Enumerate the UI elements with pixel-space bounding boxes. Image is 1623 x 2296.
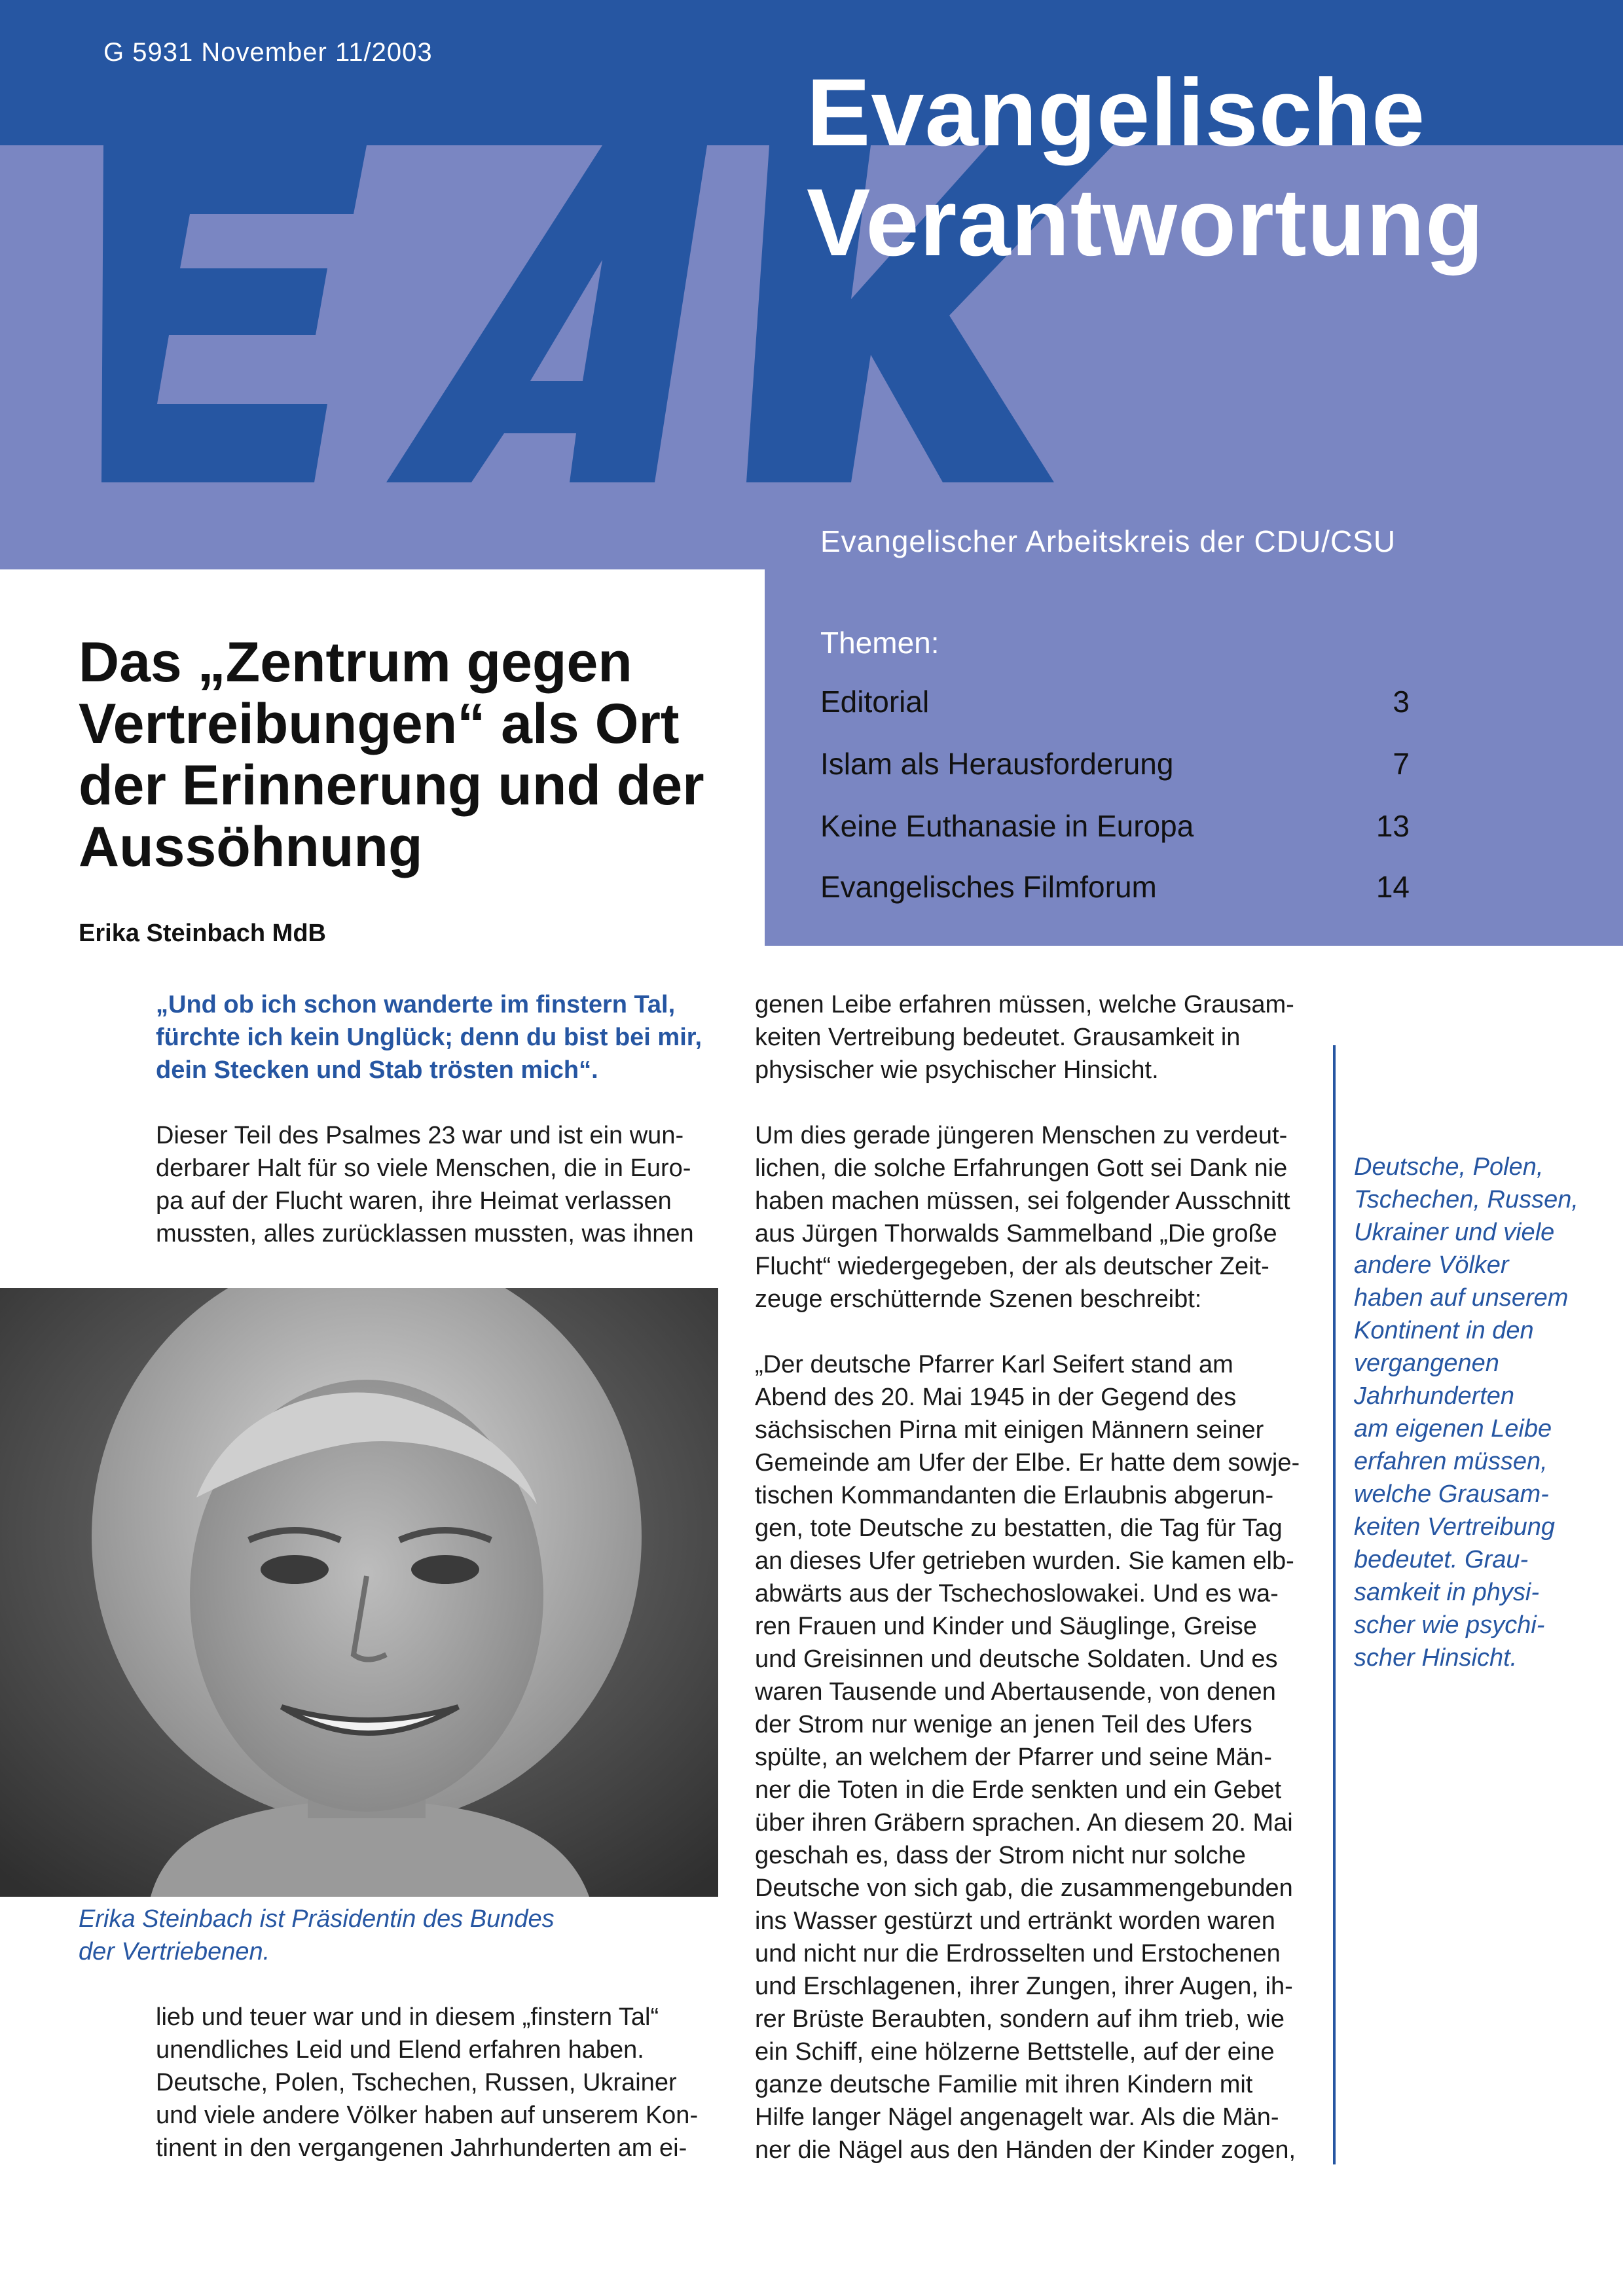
pull-quote-line: keiten Vertreibung bbox=[1354, 1513, 1556, 1541]
text-line: lieb und teuer war und in diesem „finstern Tal“ bbox=[156, 2003, 659, 2031]
text-line: geschah es, dass der Strom nicht nur solche bbox=[755, 1842, 1246, 1869]
headline-line: Aussöhnung bbox=[79, 816, 423, 878]
text-line: Flucht“ wiedergegeben, der als deutscher Zeit- bbox=[755, 1253, 1269, 1280]
pull-quote-line: vergangenen bbox=[1354, 1350, 1499, 1377]
column2-paragraph-2 bbox=[755, 1119, 1290, 1316]
text-line: physischer wie psychischer Hinsicht. bbox=[755, 1056, 1159, 1084]
pull-quote-line: Deutsche, Polen, bbox=[1354, 1153, 1544, 1181]
text-line: und Erschlagenen, ihrer Zungen, ihrer Augen, ih- bbox=[755, 1973, 1293, 2000]
text-line: Abend des 20. Mai 1945 in der Gegend des bbox=[755, 1384, 1237, 1411]
pull-quote-line: andere Völker bbox=[1354, 1251, 1509, 1279]
pull-quote-line: samkeit in physi- bbox=[1354, 1579, 1539, 1606]
text-line: über ihren Gräbern sprachen. An diesem 20. Mai bbox=[755, 1809, 1293, 1837]
text-line: rer Brüste Beraubten, sondern auf ihm trieb, wie bbox=[755, 2005, 1285, 2033]
caption-line: der Vertriebenen. bbox=[79, 1938, 270, 1965]
text-line: tischen Kommandanten die Erlaubnis abgerun- bbox=[755, 1482, 1274, 1509]
text-line: ner die Toten in die Erde senkten und ein Gebet bbox=[755, 1776, 1282, 1804]
pull-quote-line: scher wie psychi- bbox=[1354, 1611, 1545, 1639]
text-line: und Greisinnen und deutsche Soldaten. Und es bbox=[755, 1645, 1278, 1673]
masthead bbox=[0, 0, 1623, 569]
column2-paragraph-1 bbox=[755, 988, 1294, 1086]
text-line: keiten Vertreibung bedeutet. Grausamkeit in bbox=[755, 1024, 1241, 1051]
pull-quote-line: haben auf unserem bbox=[1354, 1284, 1569, 1312]
text-line: pa auf der Flucht waren, ihre Heimat verlassen bbox=[156, 1187, 672, 1215]
quote-line: dein Stecken und Stab trösten mich“. bbox=[156, 1056, 598, 1084]
text-line: zeuge erschütternde Szenen beschreibt: bbox=[755, 1285, 1202, 1313]
column2-paragraph-3 bbox=[755, 1348, 1300, 2166]
title-line: Verantwortung bbox=[807, 169, 1485, 276]
quote-line: fürchte ich kein Unglück; denn du bist bei mir, bbox=[156, 1024, 702, 1051]
toc-label: Themen: bbox=[820, 626, 939, 660]
headline-line: Vertreibungen“ als Ort bbox=[79, 692, 680, 755]
caption-line: Erika Steinbach ist Präsidentin des Bundes bbox=[79, 1905, 555, 1933]
text-line: und viele andere Völker haben auf unserem Kon- bbox=[156, 2102, 699, 2129]
text-line: ein Schiff, eine hölzerne Bettstelle, auf der eine bbox=[755, 2038, 1275, 2066]
text-line: aus Jürgen Thorwalds Sammelband „Die große bbox=[755, 1220, 1277, 1247]
text-line: spülte, an welchem der Pfarrer und seine Män- bbox=[755, 1744, 1272, 1771]
toc-item-title: Evangelisches Filmforum bbox=[820, 870, 1157, 904]
pull-quote-line: welche Grausam- bbox=[1354, 1480, 1549, 1508]
text-line: tinent in den vergangenen Jahrhunderten am ei- bbox=[156, 2134, 687, 2162]
pull-quote-line: Ukrainer und viele bbox=[1354, 1219, 1555, 1246]
headline-line: Das „Zentrum gegen bbox=[79, 631, 632, 694]
text-line: abwärts aus der Tschechoslowakei. Und es wa- bbox=[755, 1580, 1279, 1607]
text-line: sächsischen Pirna mit einigen Männern seiner bbox=[755, 1416, 1264, 1444]
photo-caption bbox=[79, 1903, 555, 1968]
toc-item-title: Islam als Herausforderung bbox=[820, 747, 1174, 781]
text-line: ren Frauen und Kinder und Säuglinge, Greise bbox=[755, 1613, 1257, 1640]
text-line: an dieses Ufer getrieben wurden. Sie kamen elb- bbox=[755, 1547, 1294, 1575]
text-line: Deutsche, Polen, Tschechen, Russen, Ukrainer bbox=[156, 2069, 677, 2096]
pull-quote-line: Kontinent in den bbox=[1354, 1317, 1534, 1344]
pull-quote-line: scher Hinsicht. bbox=[1354, 1644, 1518, 1672]
column1-top-text bbox=[156, 1119, 694, 1250]
text-line: Hilfe langer Nägel angenagelt war. Als die Män- bbox=[755, 2104, 1279, 2131]
text-line: ins Wasser gestürzt und ertränkt worden waren bbox=[755, 1907, 1275, 1935]
toc-item-page: 13 bbox=[1376, 809, 1410, 843]
text-line: haben machen müssen, sei folgender Ausschnitt bbox=[755, 1187, 1290, 1215]
text-line: gen, tote Deutsche zu bestatten, die Tag für Tag bbox=[755, 1515, 1283, 1542]
magazine-title bbox=[807, 58, 1484, 278]
toc-item-title: Keine Euthanasie in Europa bbox=[820, 809, 1194, 843]
column1-bottom-text bbox=[156, 2001, 698, 2164]
pull-quote-line: am eigenen Leibe bbox=[1354, 1415, 1552, 1443]
text-line: waren Tausende und Abertausende, von denen bbox=[755, 1678, 1276, 1706]
text-line: ner die Nägel aus den Händen der Kinder zogen, bbox=[755, 2136, 1296, 2164]
text-line: mussten, alles zurücklassen mussten, was ihnen bbox=[156, 1220, 694, 1247]
text-line: Dieser Teil des Psalmes 23 war und ist ein wun- bbox=[156, 1122, 684, 1149]
publisher-subtitle: Evangelischer Arbeitskreis der CDU/CSU bbox=[820, 524, 1396, 558]
text-line: Um dies gerade jüngeren Menschen zu verdeut- bbox=[755, 1122, 1288, 1149]
text-line: ganze deutsche Familie mit ihren Kindern mit bbox=[755, 2071, 1253, 2098]
text-line: unendliches Leid und Elend erfahren haben. bbox=[156, 2036, 644, 2064]
pull-quote-line: erfahren müssen, bbox=[1354, 1448, 1548, 1475]
pull-quote-line: Tschechen, Russen, bbox=[1354, 1186, 1578, 1213]
article-headline bbox=[79, 632, 766, 878]
toc-item-page: 7 bbox=[1393, 747, 1410, 781]
pull-quote-rule bbox=[1333, 1045, 1336, 2164]
title-line: Evangelische bbox=[807, 59, 1426, 166]
text-line: Deutsche von sich gab, die zusammengebunden bbox=[755, 1874, 1293, 1902]
toc-item-title: Editorial bbox=[820, 685, 930, 719]
portrait-image bbox=[0, 1288, 718, 1897]
pull-quote bbox=[1354, 1151, 1578, 1674]
text-line: der Strom nur wenige an jenen Teil des Ufers bbox=[755, 1711, 1252, 1738]
text-line: „Der deutsche Pfarrer Karl Seifert stand am bbox=[755, 1351, 1233, 1378]
text-line: Gemeinde am Ufer der Elbe. Er hatte dem sowje- bbox=[755, 1449, 1300, 1477]
author-photo bbox=[0, 1288, 718, 1897]
text-line: derbarer Halt für so viele Menschen, die in Euro- bbox=[156, 1155, 691, 1182]
issue-line: G 5931 November 11/2003 bbox=[103, 38, 433, 67]
pull-quote-line: Jahrhunderten bbox=[1354, 1382, 1515, 1410]
toc-item-page: 14 bbox=[1376, 870, 1410, 904]
text-line: genen Leibe erfahren müssen, welche Grausam- bbox=[755, 991, 1294, 1018]
headline-line: der Erinnerung und der bbox=[79, 754, 704, 817]
article-author: Erika Steinbach MdB bbox=[79, 920, 326, 947]
pull-quote-line: bedeutet. Grau- bbox=[1354, 1546, 1529, 1573]
psalm-quote bbox=[156, 988, 702, 1086]
text-line: lichen, die solche Erfahrungen Gott sei Dank nie bbox=[755, 1155, 1288, 1182]
text-line: und nicht nur die Erdrosselten und Erstochenen bbox=[755, 1940, 1281, 1967]
toc-item-page: 3 bbox=[1393, 685, 1410, 719]
quote-line: „Und ob ich schon wanderte im finstern Tal, bbox=[156, 991, 676, 1018]
